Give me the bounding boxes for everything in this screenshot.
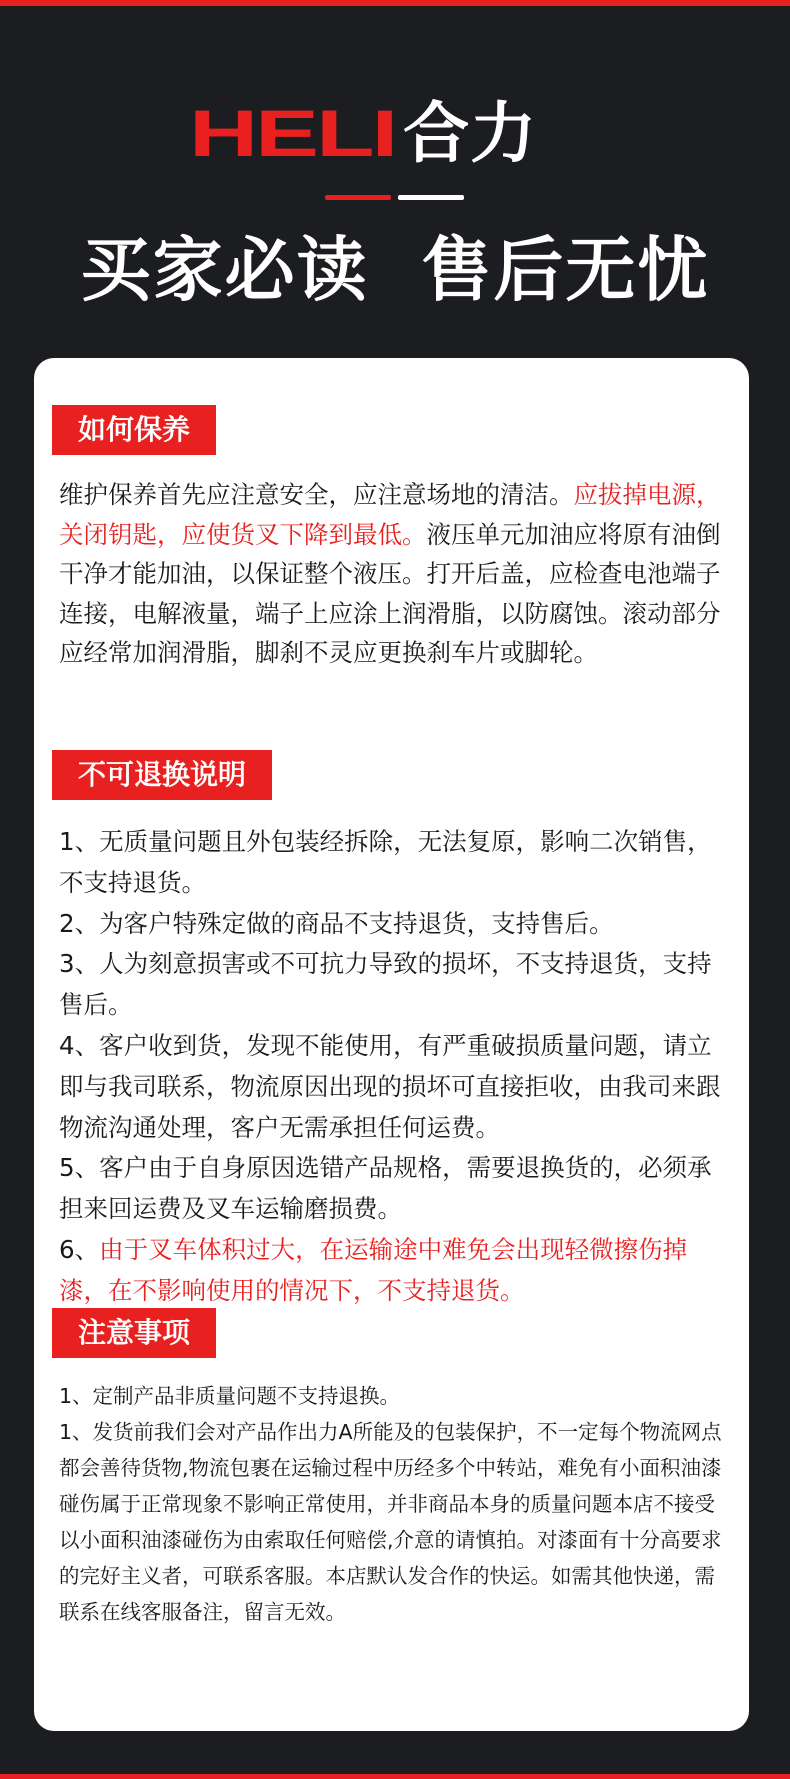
section-title-notice: 注意事项 [52, 1308, 216, 1358]
list-item: 4、客户收到货，发现不能使用，有严重破损质量问题，请立即与我司联系，物流原因出现的损坏可直接拒收，由我司来跟物流沟通处理，客户无需承担任何运费。 [59, 1030, 721, 1142]
list-item: 3、人为刻意损害或不可抗力导致的损坏，不支持退货，支持售后。 [59, 949, 712, 1020]
divider-red [325, 195, 391, 200]
maintenance-text-1: 维护保养首先应注意安全，应注意场地的清洁。 [59, 480, 574, 509]
logo-latin-text: HELI [188, 96, 396, 170]
list-item: 1、无质量问题且外包装经拆除，无法复原，影响二次销售，不支持退货。 [59, 827, 712, 897]
list-item: 5、客户由于自身原因选错产品规格，需要退换货的，必须承担来回运费及叉车运输磨损费。 [59, 1153, 712, 1224]
section-title-no-return: 不可退换说明 [52, 750, 272, 800]
item6-prefix: 6、 [59, 1234, 100, 1264]
section-title-maintenance: 如何保养 [52, 405, 216, 455]
maintenance-paragraph [59, 475, 729, 673]
maintenance-text-red: 应拔掉电源，关闭钥匙，应使货叉下降到最低。 [59, 480, 721, 549]
list-item: 1、定制产品非质量问题不支持退换。 [59, 1384, 401, 1408]
no-return-list [59, 822, 729, 1312]
notice-list [59, 1378, 734, 1630]
list-item: 1、发货前我们会对产品作出力A所能及的包装保护，不一定每个物流网点都会善待货物,物流包裹在运输过程中历经多个中转站，难免有小面积油漆碰伤属于正常现象不影响正常使用，并非商品本身的质量问题本店不接受以小面积油漆碰伤为由索取任何赔偿,介意的请慎拍。对漆面有十分高要求的完好主义者，可联系客服。本店默认发合作的快运。如需其他快递，需联系在线客服备注，留言无效。 [59, 1420, 722, 1624]
logo-cjk-text: 合力 [403, 95, 538, 172]
list-item-warning [59, 1230, 729, 1312]
top-accent-line [0, 0, 790, 6]
list-item: 2、为客户特殊定做的商品不支持退货，支持售后。 [59, 908, 614, 938]
bottom-accent-line [0, 1774, 790, 1779]
maintenance-text-2: 液压单元加油应将原有油倒干净才能加油，以保证整个液压。打开后盖，应检查电池端子连接，电解液量，端子上应涂上润滑脂，以防腐蚀。滚动部分应经常加润滑脂，脚刹不灵应更换刹车片或脚轮。 [59, 519, 721, 667]
item6-red-text: 由于叉车体积过大，在运输途中难免会出现轻微擦伤掉漆，在不影响使用的情况下，不支持退货。 [59, 1234, 688, 1305]
brand-logo [0, 95, 790, 172]
page-headline: 买家必读 售后无忧 [80, 229, 710, 311]
info-card [34, 358, 749, 1731]
divider-white [398, 195, 464, 200]
